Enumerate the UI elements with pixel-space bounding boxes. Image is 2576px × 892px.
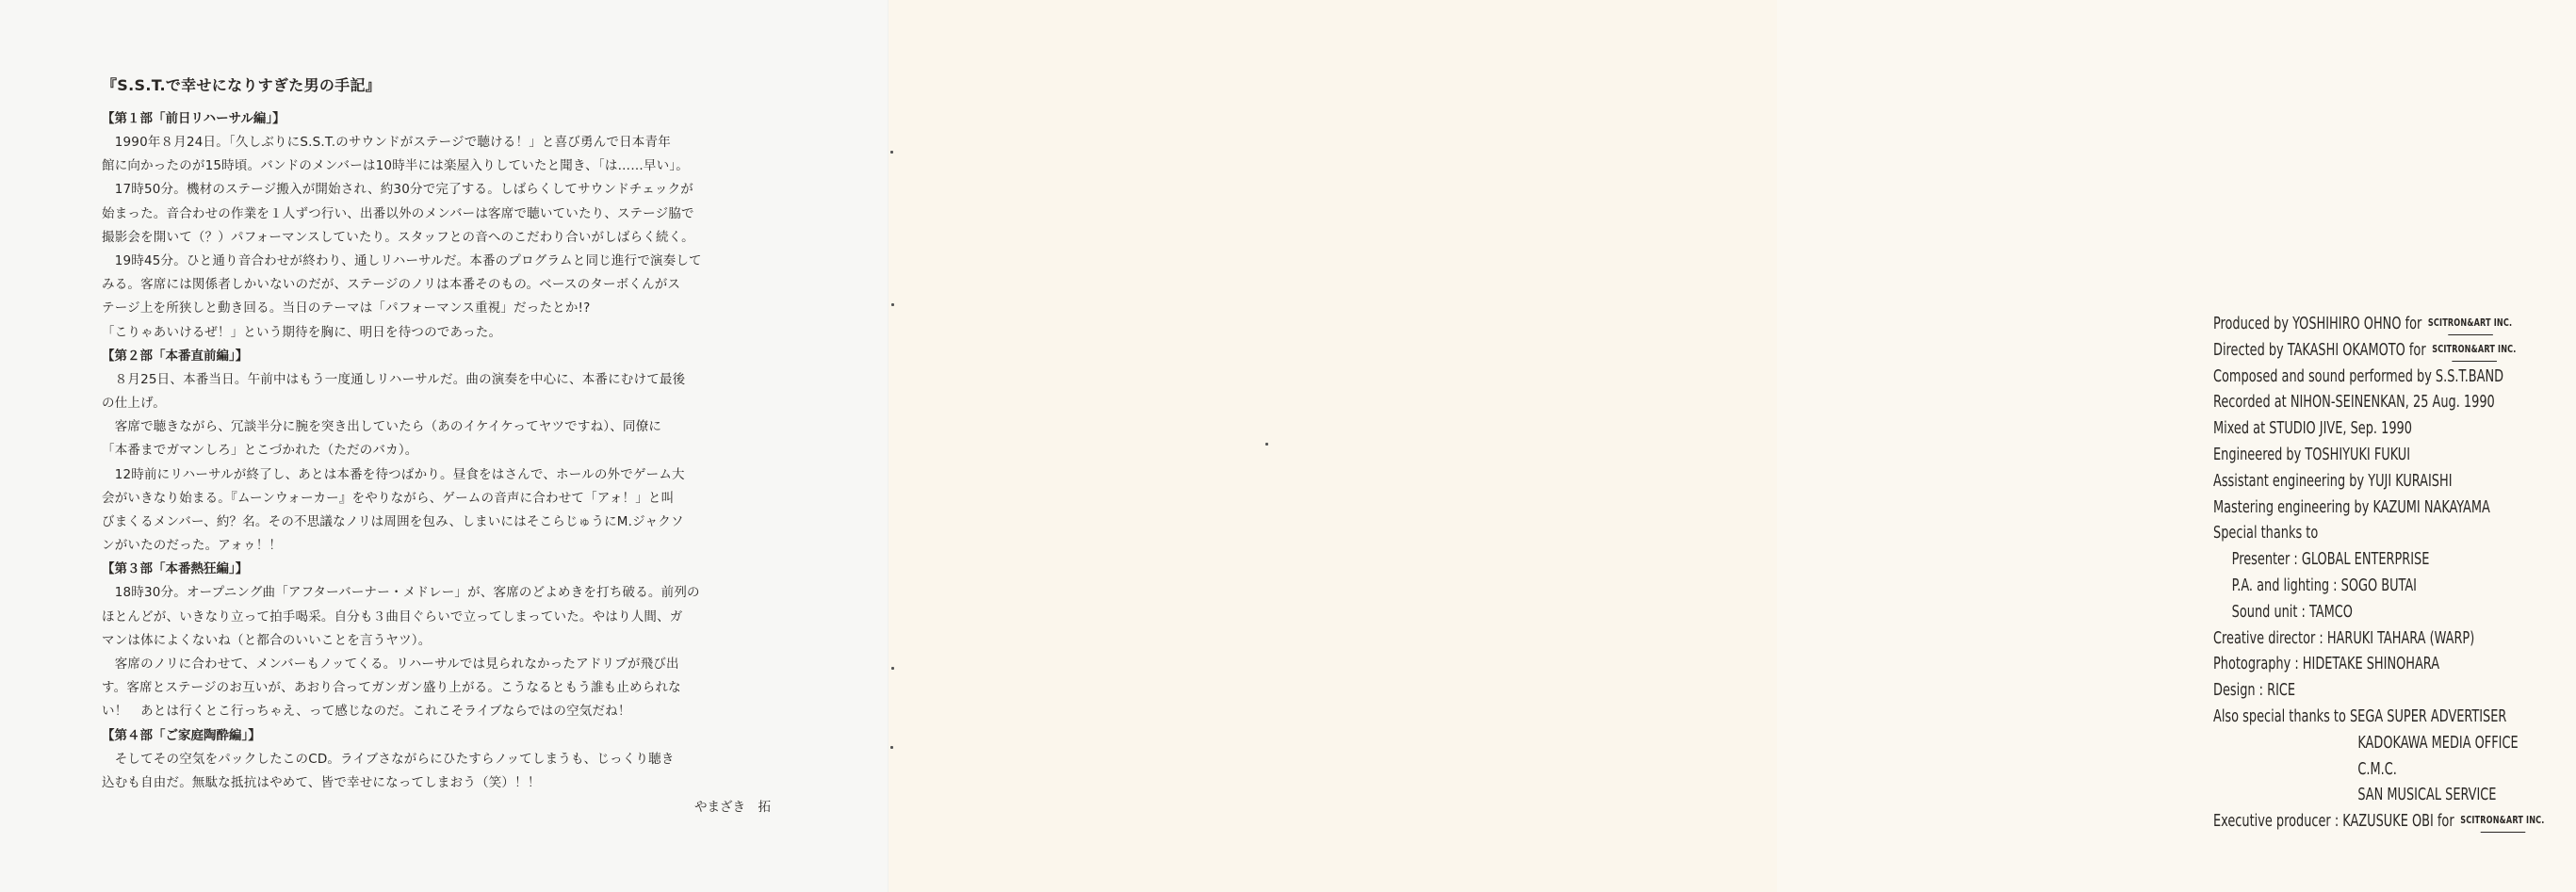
logo-underline [2481, 832, 2526, 833]
author-signature: やまざき 拓 [694, 800, 771, 816]
company-logo-text: SCITRON&ART INC. [2432, 342, 2517, 355]
company-logo [2428, 310, 2512, 335]
left-page [0, 0, 889, 892]
essay-body [102, 107, 780, 795]
right-page [889, 0, 2545, 892]
essay-line: 撮影会を開いて（？）パフォーマンスしていたり。スタッフとの音へのこだわり合いがしばらく続く。 [102, 229, 694, 245]
credit-text: Photography : HIDETAKE SHINOHARA [2213, 655, 2440, 674]
essay-line: ほとんどが、いきなり立って拍手喝采。自分も３曲目ぐらいで立ってしまっていた。やはり人間、ガ [102, 608, 683, 624]
section-heading: 【第４部「ご家庭陶酔編」】 [102, 727, 261, 743]
credit-text: Assistant engineering by YUJI KURAISHI [2213, 471, 2453, 491]
credit-text: P.A. and lighting : SOGO BUTAI [2231, 576, 2417, 595]
essay-line: 始まった。音合わせの作業を１人ずつ行い、出番以外のメンバーは客席で聴いていたり、ステージ脇で [102, 205, 694, 221]
essay-line: 1990年８月24日。「久しぶりにS.S.T.のサウンドがステージで聴ける！」と喜び勇んで日本青年 [102, 135, 671, 150]
credit-line [2213, 469, 2576, 495]
credit-line [2213, 731, 2576, 757]
credit-text: Also special thanks to SEGA SUPER ADVERTISER [2213, 706, 2507, 726]
credit-line [2213, 626, 2576, 653]
essay-line: びまくるメンバー、約？名。その不思議なノリは周囲を包み、しまいにはそこらじゅうにM.ジャクソ [102, 514, 684, 530]
essay-line: 17時50分。機材のステージ搬入が開始され、約30分で完了する。しばらくしてサウンドチェックが [102, 182, 693, 198]
essay-line: 18時30分。オープニング曲「アフターバーナー・メドレー」が、客席のどよめきを打ち破る。前列の [102, 585, 700, 601]
credit-line [2213, 390, 2576, 416]
essay-line: みる。客席には関係者しかいないのだが、ステージのノリは本番そのもの。ベースのターボくんがス [102, 277, 681, 293]
essay-line: テージ上を所狭しと動き回る。当日のテーマは「パフォーマンス重視」だったとか!? [102, 300, 591, 316]
credit-line [2213, 416, 2576, 443]
essay-line: ８月25日、本番当日。午前中はもう一度通しリハーサルだ。曲の演奏を中心に、本番にむけて最後 [102, 371, 686, 387]
company-logo [2460, 807, 2544, 833]
credit-text: C.M.C. [2357, 759, 2397, 779]
credit-text: Mixed at STUDIO JIVE, Sep. 1990 [2213, 419, 2412, 439]
credit-text: Creative director : HARUKI TAHARA (WARP) [2213, 628, 2475, 648]
essay [102, 73, 780, 819]
credit-line [2213, 338, 2576, 365]
scan-mark [890, 151, 893, 154]
credit-text: SAN MUSICAL SERVICE [2357, 786, 2497, 805]
essay-line: そしてその空気をパックしたこのCD。ライブさながらにひたすらノッてしまうも、じっくり聴き [102, 751, 675, 767]
essay-line: ンがいたのだった。アォゥ！！ [102, 538, 283, 554]
essay-line: の仕上げ。 [102, 396, 166, 412]
credit-line [2213, 652, 2576, 678]
company-logo-text: SCITRON&ART INC. [2460, 814, 2545, 827]
section-heading: 【第２部「本番直前編」】 [102, 348, 249, 364]
essay-line: 19時45分。ひと通り音合わせが終わり、通しリハーサルだ。本番のプログラムと同じ進行で演奏して [102, 253, 702, 269]
scan-mark [1265, 443, 1268, 446]
essay-line: マンは体によくないね（と都合のいいことを言うヤツ）。 [102, 632, 432, 648]
scan-mark [891, 667, 894, 670]
credit-text: Recorded at NIHON-SEINENKAN, 25 Aug. 1990 [2213, 393, 2495, 413]
logo-underline [2448, 334, 2493, 335]
credit-line [2213, 495, 2576, 522]
essay-line: 12時前にリハーサルが終了し、あとは本番を待つばかり。昼食をはさんで、ホールの外でゲーム大 [102, 466, 685, 482]
credit-text: KADOKAWA MEDIA OFFICE [2357, 733, 2519, 753]
credit-line [2213, 574, 2576, 600]
credit-line [2213, 547, 2576, 574]
company-logo-text: SCITRON&ART INC. [2427, 316, 2513, 329]
credit-line [2213, 809, 2576, 835]
scan-mark [891, 303, 894, 306]
essay-line: 「本番までガマンしろ」とこづかれた（ただのバカ）。 [102, 443, 418, 459]
credit-line [2213, 600, 2576, 626]
essay-line: 会がいきなり始まる。『ムーンウォーカー』をやりながら、ゲームの音声に合わせて「アォ！」と叫 [102, 490, 675, 506]
credit-line [2213, 521, 2576, 547]
credit-text: Directed by TAKASHI OKAMOTO for [2213, 340, 2426, 360]
essay-title: 『S.S.T.で幸せになりすぎた男の手記』 [102, 76, 382, 94]
credit-text: Special thanks to [2213, 524, 2319, 543]
essay-line: 客席で聴きながら、冗談半分に腕を突き出していたら（あのイケイケってヤツですね）、同僚に [102, 419, 662, 435]
credit-line [2213, 365, 2576, 391]
credit-text: Presenter : GLOBAL ENTERPRISE [2231, 550, 2430, 570]
essay-line: 込むも自由だ。無駄な抵抗はやめて、皆で幸せになってしまおう（笑）！！ [102, 774, 541, 790]
credit-line [2213, 757, 2576, 784]
section-heading: 【第３部「本番熱狂編」】 [102, 561, 249, 577]
essay-line: い！ あとは行くとこ行っちゃえ、って感じなのだ。これこそライブならではの空気だね！ [102, 704, 631, 720]
credit-text: Mastering engineering by KAZUMI NAKAYAMA [2213, 497, 2490, 517]
credit-text: Composed and sound performed by S.S.T.BAND [2213, 366, 2504, 386]
essay-line: 客席のノリに合わせて、メンバーもノッてくる。リハーサルでは見られなかったアドリブが飛び出 [102, 657, 679, 673]
company-logo [2432, 336, 2516, 362]
essay-line: 「こりゃあいけるぜ！」という期待を胸に、明日を待つのであった。 [102, 324, 502, 340]
credit-text: Engineered by TOSHIYUKI FUKUI [2213, 445, 2411, 464]
essay-line: 館に向かったのが15時頃。バンドのメンバーは10時半には楽屋入りしていたと聞き、「は……早い」。 [102, 158, 689, 174]
credit-line [2213, 443, 2576, 469]
credit-line [2213, 705, 2576, 731]
scan-mark [890, 746, 893, 749]
credit-text: Sound unit : TAMCO [2231, 602, 2353, 622]
section-heading: 【第１部「前日リハーサル編」】 [102, 111, 285, 126]
credits-list [2213, 312, 2576, 835]
logo-underline [2453, 361, 2498, 362]
credit-text: Design : RICE [2213, 681, 2296, 701]
credit-line [2213, 783, 2576, 809]
credit-line [2213, 678, 2576, 705]
essay-line: す。客席とステージのお互いが、あおり合ってガンガン盛り上がる。こうなるともう誰も止められな [102, 680, 681, 696]
credit-text: Executive producer : KAZUSUKE OBI for [2213, 812, 2454, 832]
credit-line [2213, 312, 2576, 338]
credit-text: Produced by YOSHIHIRO OHNO for [2213, 315, 2422, 333]
